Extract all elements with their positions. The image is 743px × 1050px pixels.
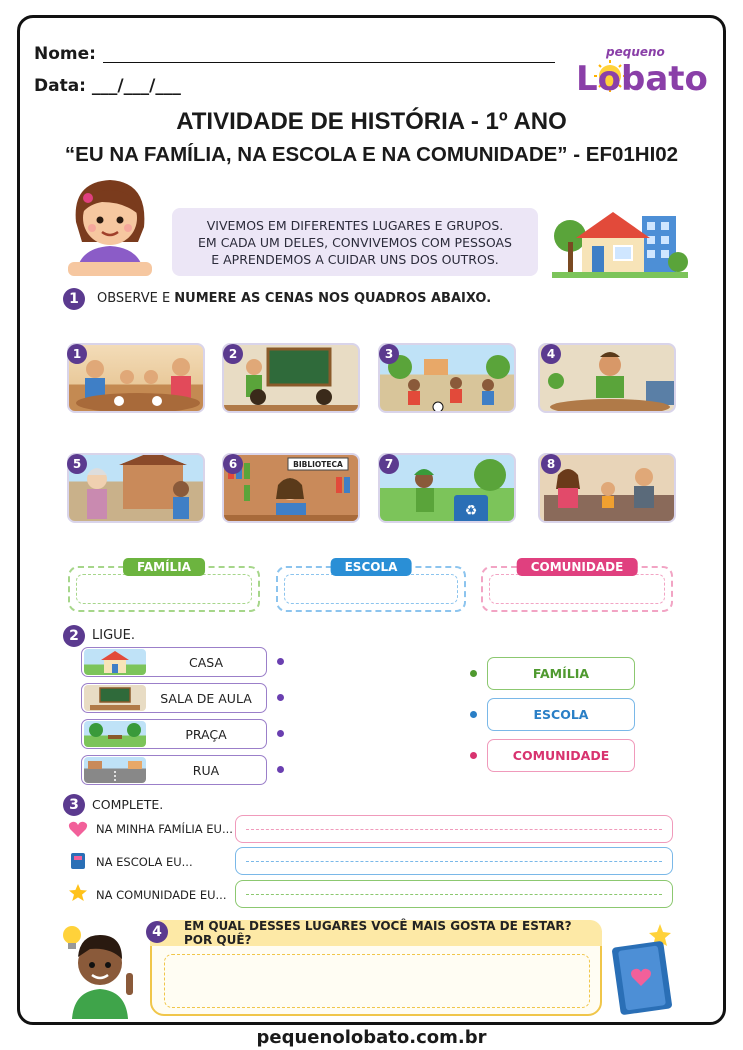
- svg-text:♻: ♻: [464, 502, 478, 518]
- match-dot-right[interactable]: [470, 752, 477, 759]
- scene-number: 2: [223, 344, 243, 364]
- match-dot-left[interactable]: [277, 658, 284, 665]
- logo-big-text: Lobato: [576, 59, 708, 99]
- page-title: ATIVIDADE DE HISTÓRIA - 1º ANO: [176, 108, 567, 135]
- boy-with-idea-illustration: [50, 915, 150, 1019]
- match-target-familia: FAMÍLIA: [487, 657, 635, 690]
- star-icon: [68, 883, 88, 903]
- match-label-praca: PRAÇA: [185, 726, 227, 742]
- question-3-number: 3: [63, 794, 85, 816]
- question-4-number: 4: [146, 921, 168, 943]
- category-box-escola[interactable]: [276, 560, 466, 612]
- intro-line-1: VIVEMOS EM DIFERENTES LUGARES E GRUPOS.: [206, 218, 504, 233]
- scene-number: 1: [67, 344, 87, 364]
- pequeno-lobato-logo: [572, 40, 712, 100]
- match-item-rua: [81, 755, 267, 785]
- scene-number: 7: [379, 454, 399, 474]
- question-1-text: [97, 291, 491, 306]
- house-and-building-illustration: [552, 206, 688, 278]
- intro-box: [172, 208, 538, 276]
- question-4-writing-area[interactable]: [164, 954, 590, 1008]
- question-2-title: LIGUE.: [92, 628, 136, 643]
- scene-number: 8: [541, 454, 561, 474]
- biblioteca-sign: BIBLIOTECA: [293, 460, 343, 469]
- girl-illustration: [58, 172, 162, 276]
- logo-small-text: pequeno: [606, 45, 665, 59]
- match-label-sala-de-aula: SALA DE AULA: [160, 690, 252, 706]
- scene-number: 4: [541, 344, 561, 364]
- classroom-icon: [84, 685, 146, 711]
- match-dot-left[interactable]: [277, 694, 284, 701]
- match-item-praca: [81, 719, 267, 749]
- match-dot-right[interactable]: [470, 711, 477, 718]
- question-1-text-a: OBSERVE E: [97, 291, 175, 306]
- heart-icon: [68, 820, 88, 838]
- book-with-heart-illustration: [608, 920, 680, 1016]
- match-dot-right[interactable]: [470, 670, 477, 677]
- book-icon: [68, 851, 88, 871]
- complete-input-familia[interactable]: [235, 815, 673, 843]
- scene-number: 5: [67, 454, 87, 474]
- scene-grandma-and-boy: [67, 453, 205, 523]
- category-box-comunidade[interactable]: [481, 560, 673, 612]
- complete-label-familia: NA MINHA FAMÍLIA EU...: [96, 822, 233, 836]
- complete-input-escola[interactable]: [235, 847, 673, 875]
- match-target-comunidade: COMUNIDADE: [487, 739, 635, 772]
- question-1-number: 1: [63, 288, 85, 310]
- match-item-sala-de-aula: [81, 683, 267, 713]
- lightbulb-icon: [63, 926, 81, 949]
- date-label: Data: ___/___/___: [34, 76, 181, 96]
- question-1-text-b: NUMERE AS CENAS NOS QUADROS ABAIXO.: [174, 291, 492, 306]
- match-dot-left[interactable]: [277, 766, 284, 773]
- complete-label-comunidade: NA COMUNIDADE EU...: [96, 888, 227, 902]
- match-dot-left[interactable]: [277, 730, 284, 737]
- intro-line-2: EM CADA UM DELES, CONVIVEMOS COM PESSOAS: [198, 235, 512, 250]
- street-icon: [84, 757, 146, 783]
- house-icon: [84, 649, 146, 675]
- page-subtitle: “EU NA FAMÍLIA, NA ESCOLA E NA COMUNIDADE” - EF01HI02: [64, 143, 679, 166]
- category-label-comunidade: COMUNIDADE: [517, 558, 638, 576]
- category-label-familia: FAMÍLIA: [123, 558, 205, 576]
- scene-number: 3: [379, 344, 399, 364]
- intro-line-3: E APRENDEMOS A CUIDAR UNS DOS OUTROS.: [211, 252, 499, 267]
- question-2-number: 2: [63, 625, 85, 647]
- match-label-rua: RUA: [192, 762, 220, 778]
- category-box-familia[interactable]: [68, 560, 260, 612]
- question-4-header: EM QUAL DESSES LUGARES VOCÊ MAIS GOSTA DE ESTAR? POR QUÊ?: [150, 920, 602, 946]
- complete-input-comunidade[interactable]: [235, 880, 673, 908]
- complete-label-escola: NA ESCOLA EU...: [96, 855, 193, 869]
- category-label-escola: ESCOLA: [331, 558, 412, 576]
- park-icon: [84, 721, 146, 747]
- scene-number: 6: [223, 454, 243, 474]
- question-3-title: COMPLETE.: [92, 797, 164, 812]
- name-input-line[interactable]: [103, 62, 555, 63]
- match-item-casa: [81, 647, 267, 677]
- match-label-casa: CASA: [189, 654, 223, 670]
- match-target-escola: ESCOLA: [487, 698, 635, 731]
- footer-url[interactable]: pequenolobato.com.br: [256, 1027, 487, 1048]
- name-label: Nome:: [34, 44, 96, 64]
- scene-family-dinner: [67, 343, 205, 413]
